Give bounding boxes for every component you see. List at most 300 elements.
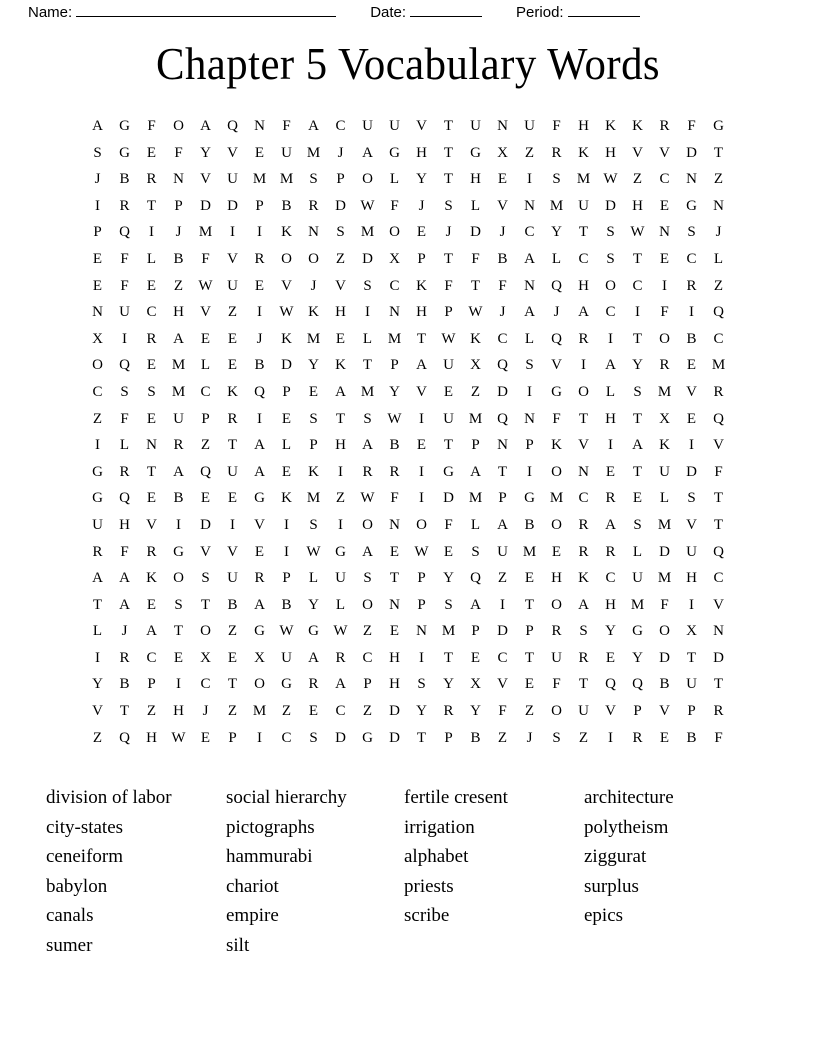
grid-letter[interactable]: O: [92, 357, 103, 374]
grid-letter[interactable]: F: [120, 410, 129, 427]
grid-letter[interactable]: V: [686, 383, 697, 400]
grid-letter[interactable]: V: [146, 516, 157, 533]
grid-letter[interactable]: I: [284, 543, 289, 560]
grid-letter[interactable]: A: [470, 463, 481, 480]
name-input-rule[interactable]: [76, 2, 336, 17]
grid-letter[interactable]: K: [335, 357, 346, 374]
grid-letter[interactable]: I: [689, 304, 694, 321]
grid-letter[interactable]: M: [657, 570, 672, 587]
grid-letter[interactable]: C: [578, 250, 589, 267]
grid-letter[interactable]: U: [632, 570, 643, 587]
grid-letter[interactable]: W: [171, 729, 186, 746]
grid-letter[interactable]: I: [608, 330, 613, 347]
grid-letter[interactable]: A: [254, 596, 265, 613]
grid-letter[interactable]: R: [713, 703, 724, 720]
grid-letter[interactable]: I: [284, 516, 289, 533]
grid-letter[interactable]: D: [443, 490, 454, 507]
grid-letter[interactable]: N: [146, 437, 157, 454]
grid-letter[interactable]: V: [497, 197, 508, 214]
grid-letter[interactable]: V: [659, 703, 670, 720]
grid-letter[interactable]: G: [281, 676, 292, 693]
grid-letter[interactable]: P: [336, 171, 345, 188]
grid-letter[interactable]: J: [526, 729, 533, 746]
grid-letter[interactable]: T: [713, 676, 724, 693]
word-bank-item[interactable]: chariot: [226, 875, 279, 897]
grid-letter[interactable]: D: [686, 463, 697, 480]
grid-letter[interactable]: T: [227, 437, 238, 454]
date-field[interactable]: [370, 2, 482, 24]
grid-letter[interactable]: U: [686, 676, 697, 693]
grid-letter[interactable]: Y: [200, 144, 211, 161]
grid-letter[interactable]: K: [146, 570, 157, 587]
grid-letter[interactable]: H: [578, 277, 589, 294]
grid-letter[interactable]: C: [281, 729, 292, 746]
grid-letter[interactable]: R: [578, 330, 589, 347]
grid-letter[interactable]: D: [659, 543, 670, 560]
grid-letter[interactable]: G: [443, 463, 454, 480]
grid-letter[interactable]: S: [147, 383, 156, 400]
grid-letter[interactable]: A: [254, 463, 265, 480]
grid-letter[interactable]: P: [525, 437, 534, 454]
grid-letter[interactable]: S: [444, 197, 453, 214]
grid-letter[interactable]: Z: [632, 171, 643, 188]
grid-letter[interactable]: V: [713, 437, 724, 454]
word-bank-item[interactable]: surplus: [584, 875, 639, 897]
grid-letter[interactable]: R: [605, 543, 616, 560]
grid-letter[interactable]: Q: [551, 277, 562, 294]
grid-letter[interactable]: K: [227, 383, 238, 400]
grid-letter[interactable]: R: [227, 410, 238, 427]
grid-letter[interactable]: J: [499, 304, 506, 321]
grid-letter[interactable]: M: [549, 197, 564, 214]
grid-letter[interactable]: T: [146, 197, 157, 214]
grid-letter[interactable]: E: [200, 330, 211, 347]
grid-letter[interactable]: U: [227, 171, 238, 188]
grid-letter[interactable]: Q: [632, 676, 643, 693]
grid-letter[interactable]: Z: [281, 703, 292, 720]
grid-letter[interactable]: D: [497, 383, 508, 400]
grid-letter[interactable]: G: [470, 144, 481, 161]
grid-letter[interactable]: S: [336, 224, 345, 241]
grid-letter[interactable]: Q: [713, 410, 724, 427]
grid-letter[interactable]: S: [633, 383, 642, 400]
grid-letter[interactable]: W: [414, 543, 429, 560]
grid-letter[interactable]: N: [578, 463, 589, 480]
grid-letter[interactable]: T: [578, 410, 589, 427]
grid-letter[interactable]: P: [174, 197, 183, 214]
grid-letter[interactable]: G: [335, 543, 346, 560]
grid-letter[interactable]: C: [335, 118, 346, 134]
word-bank-item[interactable]: scribe: [404, 905, 450, 927]
grid-letter[interactable]: Z: [497, 729, 508, 746]
grid-letter[interactable]: F: [390, 197, 399, 214]
word-bank-item[interactable]: priests: [404, 875, 454, 897]
grid-letter[interactable]: X: [254, 649, 265, 666]
grid-letter[interactable]: T: [173, 623, 184, 640]
grid-letter[interactable]: E: [227, 357, 238, 374]
grid-letter[interactable]: B: [173, 490, 184, 507]
grid-letter[interactable]: Y: [551, 224, 562, 241]
grid-letter[interactable]: R: [173, 437, 184, 454]
grid-letter[interactable]: W: [468, 304, 483, 321]
grid-letter[interactable]: P: [525, 623, 534, 640]
grid-letter[interactable]: E: [335, 330, 346, 347]
grid-letter[interactable]: E: [281, 410, 292, 427]
grid-letter[interactable]: L: [281, 437, 292, 454]
grid-letter[interactable]: Y: [416, 171, 427, 188]
grid-letter[interactable]: H: [335, 304, 346, 321]
grid-letter[interactable]: N: [92, 304, 103, 321]
grid-letter[interactable]: N: [173, 171, 184, 188]
grid-letter[interactable]: V: [200, 171, 211, 188]
grid-letter[interactable]: D: [335, 197, 346, 214]
grid-letter[interactable]: R: [578, 649, 589, 666]
grid-letter[interactable]: A: [335, 676, 346, 693]
grid-letter[interactable]: H: [146, 729, 157, 746]
grid-letter[interactable]: I: [608, 729, 613, 746]
grid-letter[interactable]: T: [686, 649, 697, 666]
grid-letter[interactable]: B: [254, 357, 265, 374]
grid-letter[interactable]: R: [362, 463, 373, 480]
grid-letter[interactable]: J: [256, 330, 263, 347]
grid-letter[interactable]: E: [416, 224, 427, 241]
grid-letter[interactable]: U: [470, 118, 481, 134]
grid-letter[interactable]: S: [552, 729, 561, 746]
grid-letter[interactable]: X: [470, 357, 481, 374]
grid-letter[interactable]: I: [527, 171, 532, 188]
grid-letter[interactable]: D: [281, 357, 292, 374]
grid-letter[interactable]: H: [173, 703, 184, 720]
grid-letter[interactable]: F: [714, 463, 723, 480]
grid-letter[interactable]: I: [689, 596, 694, 613]
grid-letter[interactable]: N: [713, 197, 724, 214]
grid-letter[interactable]: N: [389, 596, 400, 613]
grid-letter[interactable]: I: [689, 437, 694, 454]
grid-letter[interactable]: L: [362, 330, 373, 347]
grid-letter[interactable]: K: [281, 330, 292, 347]
grid-letter[interactable]: F: [120, 250, 129, 267]
grid-letter[interactable]: Z: [227, 703, 238, 720]
grid-letter[interactable]: T: [200, 596, 211, 613]
grid-letter[interactable]: O: [308, 250, 319, 267]
grid-letter[interactable]: C: [605, 570, 616, 587]
grid-letter[interactable]: D: [659, 649, 670, 666]
grid-letter[interactable]: S: [417, 676, 426, 693]
grid-letter[interactable]: C: [200, 383, 211, 400]
grid-letter[interactable]: K: [281, 224, 292, 241]
grid-letter[interactable]: U: [659, 463, 670, 480]
grid-letter[interactable]: P: [147, 676, 156, 693]
grid-letter[interactable]: S: [363, 570, 372, 587]
grid-letter[interactable]: A: [497, 516, 508, 533]
grid-letter[interactable]: U: [227, 570, 238, 587]
grid-letter[interactable]: Z: [227, 623, 238, 640]
grid-letter[interactable]: V: [659, 144, 670, 161]
grid-letter[interactable]: A: [605, 357, 616, 374]
grid-letter[interactable]: R: [686, 277, 697, 294]
grid-letter[interactable]: H: [578, 118, 589, 134]
grid-letter[interactable]: A: [92, 118, 103, 134]
grid-letter[interactable]: N: [686, 171, 697, 188]
grid-letter[interactable]: E: [254, 144, 265, 161]
grid-letter[interactable]: Q: [497, 357, 508, 374]
word-bank-item[interactable]: division of labor: [46, 787, 172, 808]
grid-letter[interactable]: H: [470, 171, 481, 188]
grid-letter[interactable]: A: [362, 144, 373, 161]
grid-letter[interactable]: T: [227, 676, 238, 693]
grid-letter[interactable]: O: [416, 516, 427, 533]
grid-letter[interactable]: G: [686, 197, 697, 214]
name-field[interactable]: [28, 2, 336, 24]
grid-letter[interactable]: E: [146, 357, 157, 374]
grid-letter[interactable]: I: [419, 463, 424, 480]
grid-letter[interactable]: A: [362, 543, 373, 560]
grid-letter[interactable]: R: [632, 729, 643, 746]
grid-letter[interactable]: S: [606, 224, 615, 241]
word-bank-item[interactable]: city-states: [46, 816, 124, 838]
word-bank-item[interactable]: architecture: [584, 787, 674, 808]
grid-letter[interactable]: O: [281, 250, 292, 267]
word-bank-item[interactable]: alphabet: [404, 846, 469, 868]
grid-letter[interactable]: U: [551, 649, 562, 666]
grid-letter[interactable]: V: [200, 543, 211, 560]
grid-letter[interactable]: I: [230, 224, 235, 241]
grid-letter[interactable]: E: [389, 623, 400, 640]
grid-letter[interactable]: I: [500, 596, 505, 613]
grid-letter[interactable]: J: [337, 144, 344, 161]
grid-letter[interactable]: C: [605, 304, 616, 321]
grid-letter[interactable]: A: [200, 118, 211, 134]
grid-letter[interactable]: Q: [119, 490, 130, 507]
grid-letter[interactable]: B: [497, 250, 508, 267]
grid-letter[interactable]: W: [198, 277, 213, 294]
grid-letter[interactable]: B: [119, 171, 130, 188]
grid-letter[interactable]: U: [443, 357, 454, 374]
grid-letter[interactable]: F: [552, 410, 561, 427]
grid-letter[interactable]: R: [578, 543, 589, 560]
grid-letter[interactable]: K: [551, 437, 562, 454]
grid-letter[interactable]: X: [497, 144, 508, 161]
grid-letter[interactable]: E: [686, 410, 697, 427]
grid-letter[interactable]: A: [254, 437, 265, 454]
grid-letter[interactable]: K: [416, 277, 427, 294]
grid-letter[interactable]: Y: [470, 703, 481, 720]
grid-letter[interactable]: Z: [146, 703, 157, 720]
grid-letter[interactable]: N: [416, 623, 427, 640]
grid-letter[interactable]: V: [551, 357, 562, 374]
grid-letter[interactable]: Z: [362, 623, 373, 640]
grid-letter[interactable]: R: [92, 543, 103, 560]
grid-letter[interactable]: U: [362, 118, 373, 134]
grid-letter[interactable]: R: [254, 570, 265, 587]
grid-letter[interactable]: B: [281, 197, 292, 214]
grid-letter[interactable]: E: [470, 649, 481, 666]
grid-letter[interactable]: Z: [335, 250, 346, 267]
grid-letter[interactable]: Y: [605, 623, 616, 640]
grid-letter[interactable]: R: [605, 490, 616, 507]
date-input-rule[interactable]: [410, 2, 482, 17]
grid-letter[interactable]: C: [497, 330, 508, 347]
grid-letter[interactable]: U: [443, 410, 454, 427]
grid-letter[interactable]: X: [470, 676, 481, 693]
grid-letter[interactable]: T: [632, 250, 643, 267]
grid-letter[interactable]: S: [633, 516, 642, 533]
grid-letter[interactable]: D: [686, 144, 697, 161]
grid-letter[interactable]: C: [524, 224, 535, 241]
grid-letter[interactable]: W: [279, 623, 294, 640]
grid-letter[interactable]: S: [174, 596, 183, 613]
grid-letter[interactable]: M: [171, 357, 186, 374]
grid-letter[interactable]: A: [470, 596, 481, 613]
grid-letter[interactable]: D: [497, 623, 508, 640]
grid-letter[interactable]: X: [92, 330, 103, 347]
grid-letter[interactable]: P: [444, 729, 453, 746]
grid-letter[interactable]: T: [524, 596, 535, 613]
grid-letter[interactable]: M: [576, 171, 591, 188]
grid-letter[interactable]: C: [362, 649, 373, 666]
grid-letter[interactable]: F: [552, 676, 561, 693]
grid-letter[interactable]: J: [310, 277, 317, 294]
grid-letter[interactable]: E: [146, 144, 157, 161]
grid-letter[interactable]: G: [308, 623, 319, 640]
grid-letter[interactable]: X: [659, 410, 670, 427]
grid-letter[interactable]: G: [254, 623, 265, 640]
grid-letter[interactable]: R: [119, 197, 130, 214]
grid-letter[interactable]: B: [281, 596, 292, 613]
grid-letter[interactable]: P: [282, 570, 291, 587]
word-bank-item[interactable]: polytheism: [584, 816, 669, 838]
grid-letter[interactable]: H: [389, 676, 400, 693]
grid-letter[interactable]: I: [419, 410, 424, 427]
grid-letter[interactable]: F: [687, 118, 696, 134]
grid-letter[interactable]: P: [228, 729, 237, 746]
grid-letter[interactable]: S: [606, 250, 615, 267]
grid-letter[interactable]: O: [200, 623, 211, 640]
grid-letter[interactable]: C: [578, 490, 589, 507]
grid-letter[interactable]: U: [173, 410, 184, 427]
grid-letter[interactable]: V: [227, 543, 238, 560]
grid-letter[interactable]: A: [119, 596, 130, 613]
grid-letter[interactable]: M: [252, 171, 267, 188]
grid-letter[interactable]: Z: [92, 729, 103, 746]
period-field[interactable]: [516, 2, 640, 24]
grid-letter[interactable]: K: [632, 118, 643, 134]
grid-letter[interactable]: M: [549, 490, 564, 507]
grid-letter[interactable]: J: [418, 197, 425, 214]
grid-letter[interactable]: A: [605, 516, 616, 533]
grid-letter[interactable]: S: [363, 410, 372, 427]
grid-letter[interactable]: M: [630, 596, 645, 613]
grid-letter[interactable]: Q: [713, 304, 724, 321]
grid-letter[interactable]: F: [282, 118, 291, 134]
grid-letter[interactable]: I: [419, 649, 424, 666]
grid-letter[interactable]: R: [146, 543, 157, 560]
grid-letter[interactable]: E: [92, 250, 103, 267]
grid-letter[interactable]: T: [632, 410, 643, 427]
grid-letter[interactable]: Q: [605, 676, 616, 693]
grid-letter[interactable]: K: [605, 118, 616, 134]
grid-letter[interactable]: B: [686, 330, 697, 347]
grid-letter[interactable]: S: [309, 410, 318, 427]
grid-letter[interactable]: S: [579, 623, 588, 640]
grid-letter[interactable]: N: [524, 197, 535, 214]
grid-letter[interactable]: E: [200, 729, 211, 746]
grid-letter[interactable]: A: [308, 118, 319, 134]
grid-letter[interactable]: M: [711, 357, 726, 374]
grid-letter[interactable]: M: [306, 490, 321, 507]
grid-letter[interactable]: H: [119, 516, 130, 533]
grid-letter[interactable]: Z: [524, 144, 535, 161]
grid-letter[interactable]: T: [470, 277, 481, 294]
grid-letter[interactable]: A: [524, 250, 535, 267]
grid-letter[interactable]: H: [605, 144, 616, 161]
grid-letter[interactable]: F: [444, 277, 453, 294]
grid-letter[interactable]: E: [227, 490, 238, 507]
grid-letter[interactable]: R: [551, 144, 562, 161]
grid-letter[interactable]: M: [171, 383, 186, 400]
grid-letter[interactable]: U: [578, 703, 589, 720]
grid-letter[interactable]: M: [360, 224, 375, 241]
grid-letter[interactable]: W: [360, 197, 375, 214]
grid-letter[interactable]: S: [444, 596, 453, 613]
grid-letter[interactable]: V: [281, 277, 292, 294]
grid-letter[interactable]: H: [335, 437, 346, 454]
grid-letter[interactable]: J: [121, 623, 128, 640]
grid-letter[interactable]: G: [362, 729, 373, 746]
grid-letter[interactable]: B: [227, 596, 238, 613]
grid-letter[interactable]: S: [309, 729, 318, 746]
grid-letter[interactable]: L: [389, 171, 400, 188]
grid-letter[interactable]: M: [360, 383, 375, 400]
grid-letter[interactable]: F: [660, 304, 669, 321]
grid-letter[interactable]: M: [441, 623, 456, 640]
grid-letter[interactable]: S: [525, 357, 534, 374]
grid-letter[interactable]: V: [416, 383, 427, 400]
grid-letter[interactable]: L: [335, 596, 346, 613]
grid-letter[interactable]: P: [444, 304, 453, 321]
grid-letter[interactable]: S: [93, 144, 102, 161]
grid-letter[interactable]: W: [306, 543, 321, 560]
grid-letter[interactable]: Y: [443, 676, 454, 693]
grid-letter[interactable]: I: [419, 490, 424, 507]
grid-letter[interactable]: P: [498, 490, 507, 507]
grid-letter[interactable]: Z: [200, 437, 211, 454]
grid-letter[interactable]: I: [581, 357, 586, 374]
grid-letter[interactable]: D: [605, 197, 616, 214]
grid-letter[interactable]: N: [389, 516, 400, 533]
grid-letter[interactable]: Q: [497, 410, 508, 427]
grid-letter[interactable]: F: [552, 118, 561, 134]
grid-letter[interactable]: O: [173, 570, 184, 587]
grid-letter[interactable]: H: [551, 570, 562, 587]
grid-letter[interactable]: D: [389, 703, 400, 720]
grid-letter[interactable]: Q: [551, 330, 562, 347]
grid-letter[interactable]: Z: [524, 703, 535, 720]
grid-letter[interactable]: T: [578, 224, 589, 241]
grid-letter[interactable]: O: [605, 277, 616, 294]
grid-letter[interactable]: P: [471, 623, 480, 640]
grid-letter[interactable]: T: [443, 437, 454, 454]
grid-letter[interactable]: O: [578, 383, 589, 400]
grid-letter[interactable]: U: [92, 516, 103, 533]
grid-letter[interactable]: S: [687, 490, 696, 507]
grid-letter[interactable]: O: [389, 224, 400, 241]
grid-letter[interactable]: C: [713, 570, 724, 587]
grid-letter[interactable]: P: [471, 437, 480, 454]
grid-letter[interactable]: C: [146, 304, 157, 321]
grid-letter[interactable]: T: [443, 250, 454, 267]
word-bank-item[interactable]: empire: [226, 905, 279, 927]
